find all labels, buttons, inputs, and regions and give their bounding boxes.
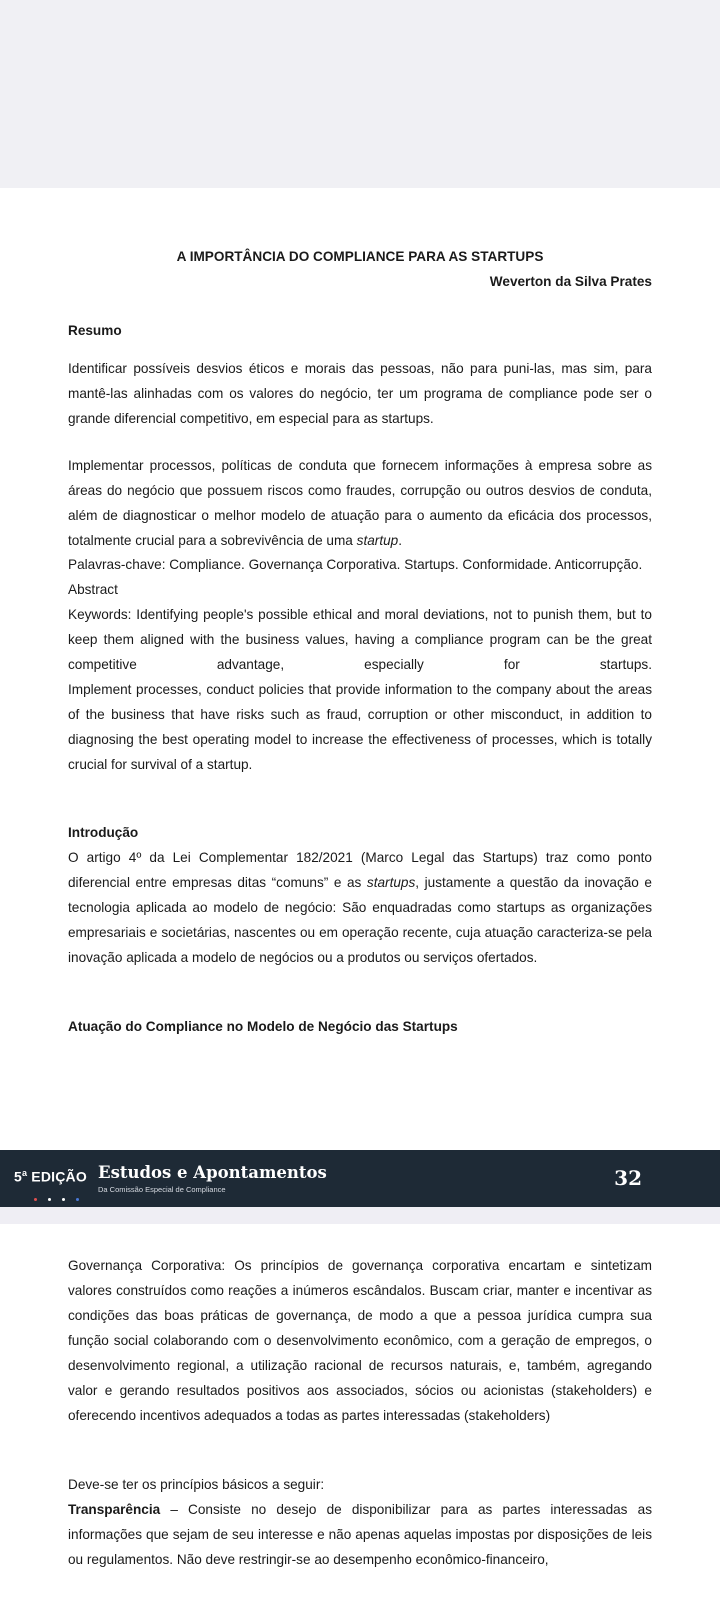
atuacao-heading: Atuação do Compliance no Modelo de Negócio das Startups: [68, 1019, 458, 1034]
governanca-text: Governança Corporativa: Os princípios de governança corporativa encartam e sintetizam valores construídos como reações a inúmeros escândalos. Buscam criar, manter e incentivar as condições das boas práticas de governança, de modo a que a pessoa jurídica cumpra sua função social colaborando com o desenvolvimento econômico, com a geração de empregos, o desenvolvimento regional, a utilização racional de recursos naturais, e, também, agregando valor e gerando resultados positivos aos associados, sócios ou acionistas (stakeholders) e oferecendo incentivos adequados a todas as partes interessadas (stakeholders): [68, 1258, 652, 1423]
keywords-block: [68, 552, 652, 777]
resumo-text-1: Identificar possíveis desvios éticos e morais das pessoas, não para puni-las, mas sim, para mantê-las alinhadas com os valores do negócio, ter um programa de compliance pode ser o grande diferencial competitivo, em especial para as startups.: [68, 361, 652, 426]
startup-emphasis: startup: [356, 533, 399, 548]
edition-word: EDIÇÃO: [27, 1168, 87, 1185]
page-gap: [0, 1207, 720, 1224]
resumo-paragraph-2: [68, 453, 652, 553]
intro-text-b: , justamente a questão da inovação e tecnologia aplicada ao modelo de negócio: São enquadradas como startups as organizações empresariais e societárias, nascentes ou em operação recente, cuja atuação caracteriza-se pela inovação aplicada a modelo de negócios ou a produtos ou serviços ofertados.: [68, 875, 652, 965]
page-number: 32: [614, 1166, 642, 1190]
principios-intro: Deve-se ter os princípios básicos a seguir:: [68, 1477, 325, 1492]
edition-number: 5: [14, 1168, 22, 1185]
dot-white-2: [62, 1198, 65, 1201]
dot-red: [34, 1198, 37, 1201]
brand-subtitle: Da Comissão Especial de Compliance: [98, 1185, 226, 1194]
introducao-heading: Introdução: [68, 825, 139, 840]
transparencia-text: – Consiste no desejo de disponibilizar para as partes interessadas as informações que sejam de seu interesse e não apenas aquelas impostas por disposições de leis ou regulamentos. Não deve restringir-se ao desempenho econômico-financeiro,: [68, 1502, 652, 1567]
document-title: A IMPORTÂNCIA DO COMPLIANCE PARA AS STARTUPS: [176, 249, 544, 264]
dot-blue: [76, 1198, 79, 1201]
keywords-text-2: Implement processes, conduct policies that provide information to the company about the areas of the business that have risks such as fraud, corruption or other misconduct, in addition to diagnosing the best operating model to increase the effectiveness of processes, which is totally crucial for survival of a startup.: [68, 682, 652, 772]
viewer-background: [0, 0, 720, 188]
edition-ordinal: a: [22, 1168, 28, 1178]
palavras-chave: Palavras-chave: Compliance. Governança Corporativa. Startups. Conformidade. Anticorrupção.: [68, 557, 643, 572]
abstract-label: Abstract: [68, 582, 118, 597]
principios-block: [68, 1472, 652, 1572]
resumo-heading: Resumo: [68, 323, 122, 338]
intro-text-a: O artigo 4º da Lei Complementar 182/2021 (Marco Legal das Startups) traz como ponto diferencial entre empresas ditas “comuns” e as: [68, 850, 652, 890]
introducao-paragraph: [68, 845, 652, 970]
brand-title: Estudos e Apontamentos: [98, 1163, 327, 1182]
resumo-text-2: Implementar processos, políticas de conduta que fornecem informações à empresa sobre as áreas do negócio que possuem riscos como fraudes, corrupção ou outros desvios de conduta, além de diagnosticar o melhor modelo de atuação para o aumento da eficácia dos processos, totalmente crucial para a sobrevivência de uma: [68, 458, 652, 548]
governanca-paragraph: [68, 1253, 652, 1428]
dot-white-1: [48, 1198, 51, 1201]
resumo-paragraph-1: [68, 356, 652, 431]
keywords-text-1: Keywords: Identifying people's possible ethical and moral deviations, not to punish them, but to keep them aligned with the business values, having a compliance program can be the great competitive advantage, especially for startups.: [68, 607, 652, 672]
transparencia-label: Transparência: [68, 1502, 161, 1517]
edition-label: [14, 1168, 87, 1185]
decorative-dots: [34, 1188, 90, 1206]
resumo-text-2-end: .: [398, 533, 402, 548]
startups-emphasis: startups: [366, 875, 416, 890]
author-name: Weverton da Silva Prates: [489, 274, 652, 289]
page-footer: [0, 1150, 720, 1207]
